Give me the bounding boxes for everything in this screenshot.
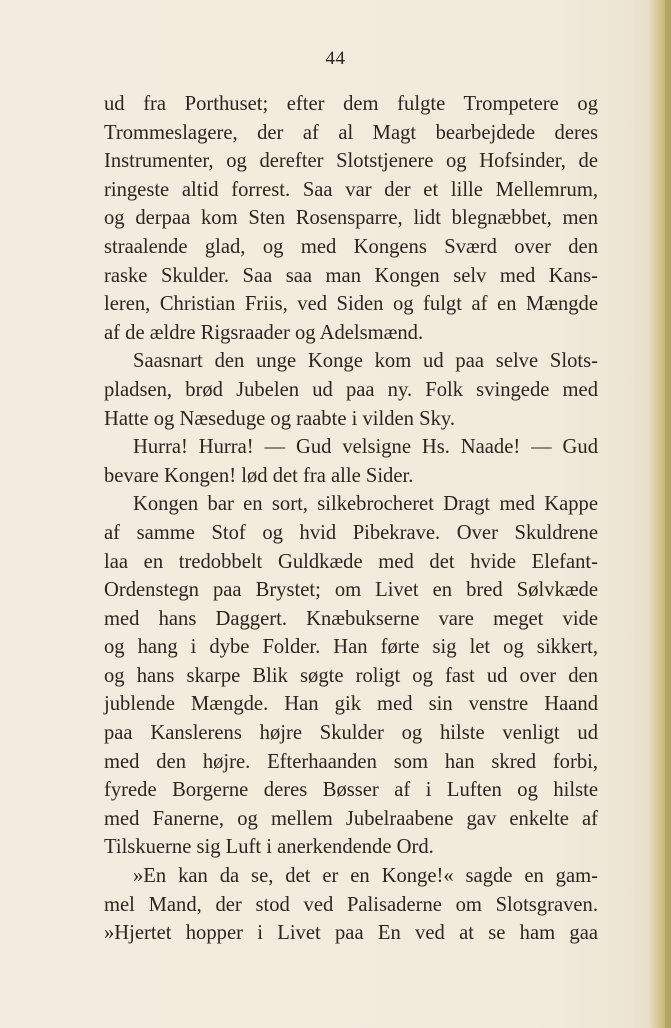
page-edge xyxy=(665,0,671,1028)
text-line: ringeste altid forrest. Saa var der et lille Mellemrum, xyxy=(104,178,598,201)
text-line: Trommeslagere, der af al Magt bearbejdede deres xyxy=(104,121,598,144)
text-line: ud fra Porthuset; efter dem fulgte Trompetere og xyxy=(104,93,598,115)
text-line: raske Skulder. Saa saa man Kongen selv med Kans- xyxy=(104,264,598,287)
text-line: med hans Daggert. Knæbukserne vare meget vide xyxy=(104,607,598,630)
text-line: Saasnart den unge Konge kom ud paa selve Slots- xyxy=(133,350,598,373)
text-line: leren, Christian Friis, ved Siden og fulgt af en Mængde xyxy=(104,293,598,316)
text-line: »En kan da se, det er en Konge!« sagde en gam- xyxy=(133,865,598,888)
text-line: paa Kanslerens højre Skulder og hilste venligt ud xyxy=(104,722,598,745)
text-line: Tilskuerne sig Luft i anerkendende Ord. xyxy=(104,836,434,859)
text-line: straalende glad, og med Kongens Sværd over den xyxy=(104,235,598,258)
text-line: Ordenstegn paa Brystet; om Livet en bred Sølvkæde xyxy=(104,579,598,602)
text-line: og derpaa kom Sten Rosensparre, lidt blegnæbbet, men xyxy=(104,207,598,230)
text-line: Kongen bar en sort, silkebrocheret Dragt med Kappe xyxy=(133,493,598,516)
text-line: med den højre. Efterhaanden som han skred forbi, xyxy=(104,750,598,773)
text-line: Instrumenter, og derefter Slotstjenere og Hofsinder, de xyxy=(104,150,598,173)
text-line: Hatte og Næseduge og raabte i vilden Sky. xyxy=(104,407,455,430)
text-line: af samme Stof og hvid Pibekrave. Over Skuldrene xyxy=(104,521,598,544)
text-line: og hans skarpe Blik søgte roligt og fast ud over den xyxy=(104,664,598,687)
text-line: laa en tredobbelt Guldkæde med det hvide Elefant- xyxy=(104,550,598,573)
text-line: med Fanerne, og mellem Jubelraabene gav enkelte af xyxy=(104,807,598,830)
text-line: af de ældre Rigsraader og Adelsmænd. xyxy=(104,321,424,344)
page-number: 44 xyxy=(325,48,346,69)
text-line: Hurra! Hurra! — Gud velsigne Hs. Naade! — Gud xyxy=(133,436,598,459)
text-line: »Hjertet hopper i Livet paa En ved at se ham gaa xyxy=(104,922,598,945)
body-text xyxy=(104,90,598,948)
text-line: fyrede Borgerne deres Bøsser af i Luften og hilste xyxy=(104,779,598,802)
text-line: jublende Mængde. Han gik med sin venstre Haand xyxy=(104,693,598,716)
text-line: bevare Kongen! lød det fra alle Sider. xyxy=(104,464,414,487)
text-line: pladsen, brød Jubelen ud paa ny. Folk svingede med xyxy=(104,378,598,401)
text-line: og hang i dybe Folder. Han førte sig let og sikkert, xyxy=(104,636,598,659)
text-line: mel Mand, der stod ved Palisaderne om Slotsgraven. xyxy=(104,893,598,916)
